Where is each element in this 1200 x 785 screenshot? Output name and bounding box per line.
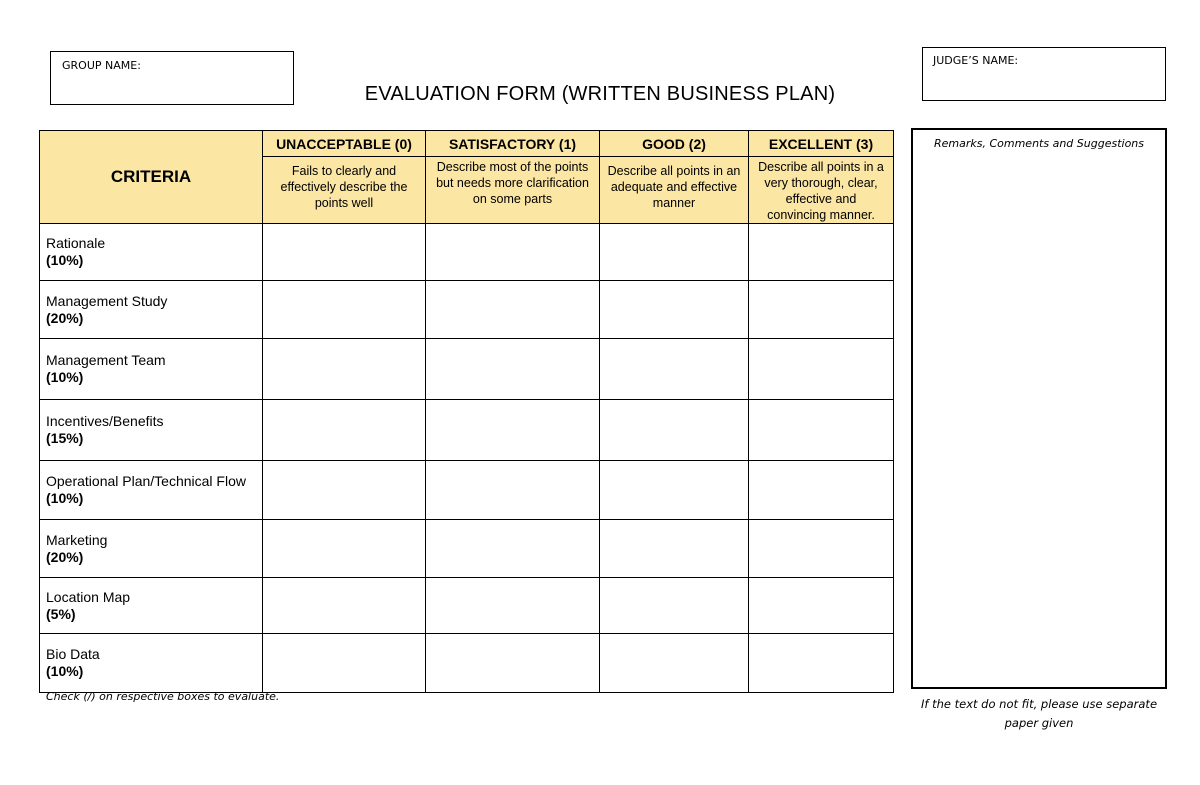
criterion-name: Management Team [46,352,166,368]
criterion-management-study [40,281,263,339]
check-box-unacceptable[interactable] [263,400,426,461]
criterion-name: Marketing [46,531,108,548]
table-row [40,461,894,520]
table-row [40,634,894,693]
table-row [40,224,894,281]
check-box-satisfactory[interactable] [426,634,600,693]
check-instruction: Check (/) on respective boxes to evaluate. [46,690,280,703]
criterion-weight: (15%) [46,430,84,446]
criterion-name: Bio Data [46,646,100,662]
check-box-satisfactory[interactable] [426,281,600,339]
group-name-field[interactable] [50,51,294,105]
check-box-unacceptable[interactable] [263,634,426,693]
check-box-good[interactable] [600,634,749,693]
check-box-unacceptable[interactable] [263,281,426,339]
check-box-satisfactory[interactable] [426,400,600,461]
criterion-marketing [40,520,263,578]
criterion-name: Rationale [46,235,106,251]
criterion-rationale [40,224,263,281]
check-box-good[interactable] [600,339,749,400]
criterion-weight: (20%) [46,309,84,326]
criterion-weight: (5%) [46,605,76,622]
page-title: EVALUATION FORM (WRITTEN BUSINESS PLAN) [364,83,836,105]
check-box-good[interactable] [600,400,749,461]
judge-name-field[interactable] [922,47,1166,101]
table-row [40,520,894,578]
check-box-unacceptable[interactable] [263,520,426,578]
check-box-unacceptable[interactable] [263,224,426,281]
level-header-satisfactory: SATISFACTORY (1) [426,131,600,157]
remarks-field[interactable] [911,128,1167,689]
level-description-excellent: Describe all points in a very thorough, clear, effective and convincing manner. [749,157,894,224]
check-box-good[interactable] [600,578,749,634]
criterion-weight: (10%) [46,369,84,385]
criterion-weight: (10%) [46,252,84,268]
check-box-excellent[interactable] [749,578,894,634]
check-box-good[interactable] [600,281,749,339]
check-box-satisfactory[interactable] [426,224,600,281]
check-box-excellent[interactable] [749,461,894,520]
check-box-satisfactory[interactable] [426,578,600,634]
check-box-excellent[interactable] [749,224,894,281]
level-header-unacceptable: UNACCEPTABLE (0) [263,131,426,157]
remarks-label: Remarks, Comments and Suggestions [933,137,1144,150]
table-row [40,400,894,461]
check-box-unacceptable[interactable] [263,578,426,634]
criteria-header: CRITERIA [40,131,263,224]
evaluation-table [39,130,894,693]
check-box-excellent[interactable] [749,281,894,339]
check-box-good[interactable] [600,461,749,520]
criterion-weight: (10%) [46,490,84,506]
criterion-weight: (20%) [46,548,84,565]
check-box-unacceptable[interactable] [263,461,426,520]
criterion-management-team [40,339,263,400]
criterion-name: Management Study [46,292,168,309]
level-header-excellent: EXCELLENT (3) [749,131,894,157]
table-row [40,281,894,339]
level-description-satisfactory: Describe most of the points but needs more clarification on some parts [426,157,600,224]
table-row [40,578,894,634]
check-box-satisfactory[interactable] [426,461,600,520]
fit-note: If the text do not fit, please use separate paper given [920,697,1158,730]
check-box-excellent[interactable] [749,634,894,693]
check-box-excellent[interactable] [749,339,894,400]
criterion-location-map [40,578,263,634]
group-name-label: GROUP NAME: [62,59,141,72]
criterion-bio-data [40,634,263,693]
judge-name-label: JUDGE’S NAME: [933,54,1019,67]
criterion-incentives-benefits [40,400,263,461]
check-box-excellent[interactable] [749,400,894,461]
level-description-good: Describe all points in an adequate and effective manner [600,157,749,224]
criterion-name: Operational Plan/Technical Flow [46,473,246,489]
level-header-good: GOOD (2) [600,131,749,157]
criterion-weight: (10%) [46,663,84,679]
table-row [40,339,894,400]
criterion-operational-plan [40,461,263,520]
check-box-excellent[interactable] [749,520,894,578]
criterion-name: Incentives/Benefits [46,413,164,429]
criterion-name: Location Map [46,588,131,605]
check-box-satisfactory[interactable] [426,339,600,400]
check-box-good[interactable] [600,520,749,578]
check-box-satisfactory[interactable] [426,520,600,578]
check-box-good[interactable] [600,224,749,281]
check-box-unacceptable[interactable] [263,339,426,400]
level-description-unacceptable: Fails to clearly and effectively describe the points well [263,157,426,224]
